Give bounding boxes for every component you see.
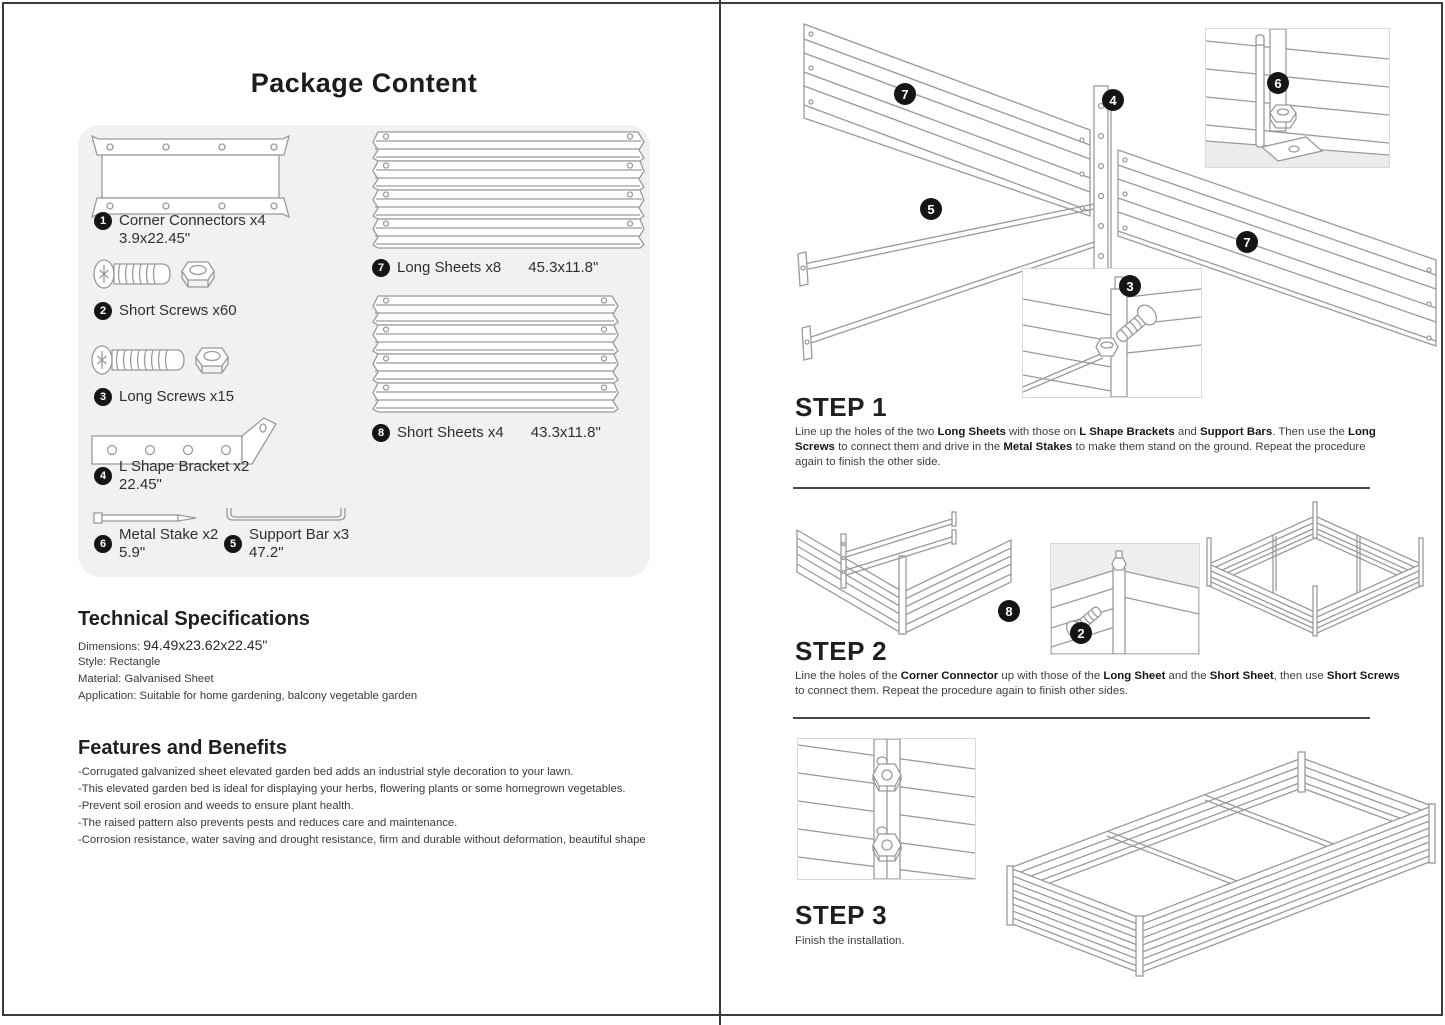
corner-connector-illustration bbox=[88, 134, 293, 219]
item-size: 47.2" bbox=[249, 544, 284, 561]
feature-item: -Prevent soil erosion and weeds to ensure plant health. bbox=[78, 800, 354, 812]
step3-heading: STEP 3 bbox=[795, 900, 888, 930]
item-label: Short Sheets x4 bbox=[397, 424, 504, 441]
metal-stake-illustration bbox=[92, 510, 200, 526]
diagram-badge-l-bracket: 4 bbox=[1102, 89, 1124, 111]
spec-dimensions-label: Dimensions: bbox=[78, 641, 144, 653]
spec-dimensions bbox=[78, 637, 267, 653]
item-number-badge: 6 bbox=[94, 535, 112, 553]
item-number-badge: 7 bbox=[372, 259, 390, 277]
step3-instructions: Finish the installation. bbox=[795, 935, 905, 947]
item-size: 22.45" bbox=[119, 476, 162, 493]
item-label: Long Sheets x8 bbox=[397, 259, 502, 276]
feature-item: -Corrugated galvanized sheet elevated garden bed adds an industrial style decoration to your lawn. bbox=[78, 766, 574, 778]
item-number-badge: 4 bbox=[94, 467, 112, 485]
step1-inset-stake-detail bbox=[1205, 28, 1390, 168]
feature-item: -Corrosion resistance, water saving and drought resistance, firm and durable without deformation, beautiful shape bbox=[78, 834, 646, 846]
diagram-badge-long-sheet: 7 bbox=[894, 83, 916, 105]
package-content-title: Package Content bbox=[250, 68, 478, 98]
item-number-badge: 2 bbox=[94, 302, 112, 320]
spec-application: Application: Suitable for home gardening, balcony vegetable garden bbox=[78, 690, 418, 702]
support-bar-illustration bbox=[222, 506, 350, 526]
item-size: 45.3x11.8" bbox=[528, 259, 599, 276]
step2-instructions: Line the holes of the Corner Connector up with those of the Long Sheet and the Short Sheet, then use Short Screws to connect them. Repeat the procedure again to finish other sides. bbox=[795, 670, 1400, 697]
spec-style: Style: Rectangle bbox=[78, 656, 161, 668]
package-item-long-sheets bbox=[372, 259, 598, 277]
long-sheets-illustration bbox=[370, 130, 648, 252]
package-item-l-bracket bbox=[94, 458, 249, 494]
diagram-badge-long-screw: 3 bbox=[1119, 275, 1141, 297]
diagram-badge-support-bar: 5 bbox=[920, 198, 942, 220]
step3-finished-bed-illustration bbox=[1002, 748, 1440, 993]
package-item-metal-stake bbox=[94, 526, 218, 562]
feature-item: -The raised pattern also prevents pests and reduces care and maintenance. bbox=[78, 817, 458, 829]
package-item-short-sheets bbox=[372, 424, 601, 442]
package-item-long-screws bbox=[94, 388, 234, 406]
step2-right-illustration bbox=[1203, 500, 1428, 640]
item-number-badge: 1 bbox=[94, 212, 112, 230]
package-item-short-screws bbox=[94, 302, 237, 320]
diagram-badge-short-screw: 2 bbox=[1070, 622, 1092, 644]
item-size: 3.9x22.45" bbox=[119, 230, 191, 247]
step1-heading: STEP 1 bbox=[795, 392, 888, 422]
step2-left-illustration bbox=[793, 500, 1015, 652]
package-item-corner-connectors bbox=[94, 212, 266, 248]
tech-specs-heading: Technical Specifications bbox=[78, 608, 310, 630]
section-rule bbox=[793, 487, 1370, 489]
item-label: L Shape Bracket x2 bbox=[119, 458, 250, 475]
item-number-badge: 5 bbox=[224, 535, 242, 553]
diagram-badge-short-sheet: 8 bbox=[998, 600, 1020, 622]
step2-heading: STEP 2 bbox=[795, 636, 888, 666]
section-rule bbox=[793, 717, 1370, 719]
features-list bbox=[78, 764, 690, 849]
step1-instructions: Line up the holes of the two Long Sheets with those on L Shape Brackets and Support Bars. Then use the Long Screws to connect them and drive in the Metal Stakes to make them stand on the ground. Repeat the procedure again to finish the other side. bbox=[795, 426, 1376, 468]
page-divider bbox=[719, 0, 721, 1025]
step3-inset-bolt-detail bbox=[797, 738, 976, 880]
spec-dimensions-value: 94.49x23.62x22.45" bbox=[143, 637, 268, 653]
item-label: Support Bar x3 bbox=[249, 526, 350, 543]
diagram-badge-metal-stake: 6 bbox=[1267, 72, 1289, 94]
item-number-badge: 8 bbox=[372, 424, 390, 442]
features-heading: Features and Benefits bbox=[78, 737, 287, 759]
short-screw-illustration bbox=[90, 254, 222, 294]
item-size: 5.9" bbox=[119, 544, 146, 561]
item-size: 43.3x11.8" bbox=[530, 424, 601, 441]
feature-item: -This elevated garden bed is ideal for displaying your herbs, flowering plants or some homegrown vegetables. bbox=[78, 783, 626, 795]
item-label: Metal Stake x2 bbox=[119, 526, 219, 543]
spec-material: Material: Galvanised Sheet bbox=[78, 673, 214, 685]
short-sheets-illustration bbox=[370, 294, 622, 416]
item-label: Corner Connectors x4 bbox=[119, 212, 266, 229]
diagram-badge-long-sheet-2: 7 bbox=[1236, 231, 1258, 253]
item-label: Short Screws x60 bbox=[119, 302, 237, 319]
step1-inset-screw-detail bbox=[1022, 268, 1202, 398]
item-label: Long Screws x15 bbox=[119, 388, 235, 405]
package-item-support-bar bbox=[224, 526, 349, 562]
item-number-badge: 3 bbox=[94, 388, 112, 406]
long-screw-illustration bbox=[88, 340, 236, 380]
